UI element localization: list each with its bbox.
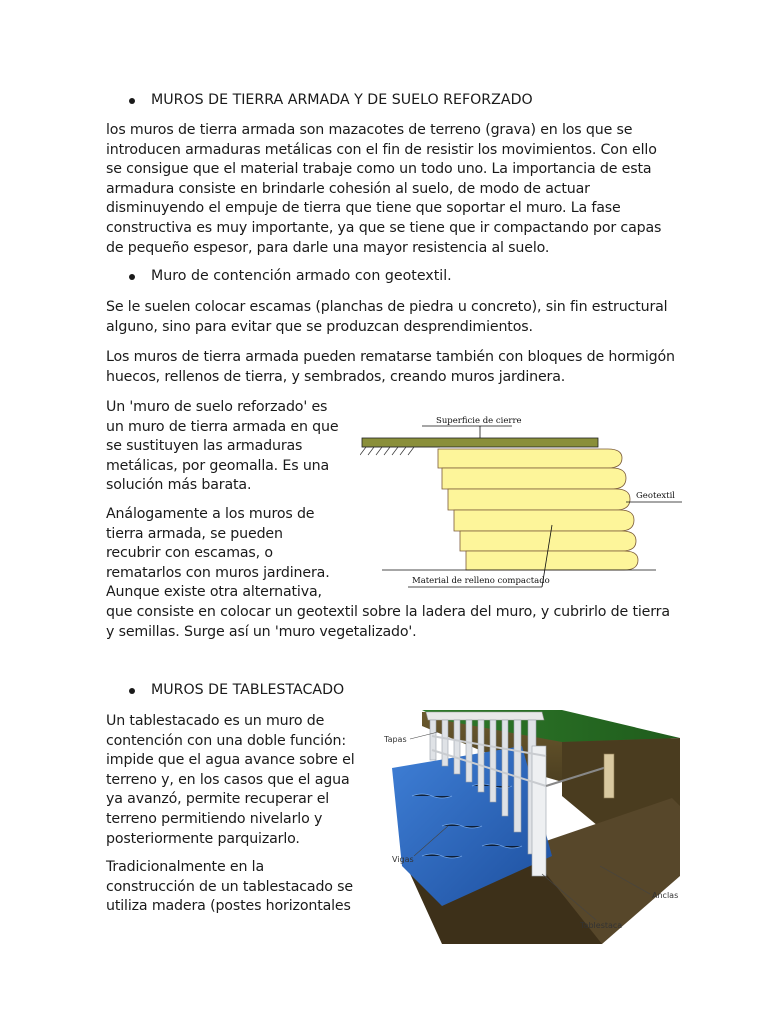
text-line: recubrir con escamas, o xyxy=(106,545,273,562)
label-vigas: Vigas xyxy=(392,855,414,864)
bullet-icon xyxy=(129,688,135,694)
text-line: tierra armada, se pueden xyxy=(106,525,283,542)
text-line: solución más barata. xyxy=(106,477,252,494)
section2-paragraph-2 xyxy=(106,348,675,387)
text-line: alguno, sino para evitar que se produzcan desprendimientos. xyxy=(106,318,533,335)
text-line: Aunque existe otra alternativa, xyxy=(106,584,322,601)
text-line: se sustituyen las armaduras xyxy=(106,438,303,455)
text-line: Tradicionalmente en la xyxy=(106,859,265,875)
text-line: Un tablestacado es un muro de xyxy=(106,713,325,729)
text-line: construcción de un tablestacado se xyxy=(106,878,354,895)
text-line: ya avanzó, permite recuperar el xyxy=(106,791,330,808)
label-tapas: Tapas xyxy=(384,735,407,744)
text-line: Se le suelen colocar escamas (planchas de piedra u concreto), sin fin estructural xyxy=(106,299,668,315)
label-superficie-de-cierre: Superficie de cierre xyxy=(436,416,522,426)
text-line: Análogamente a los muros de xyxy=(106,506,315,522)
section2-paragraph-3 xyxy=(106,398,338,496)
text-line: se consigue que el material trabaje como un todo uno. La importancia de esta xyxy=(106,161,652,178)
text-line: posteriormente parquizarlo. xyxy=(106,830,300,847)
text-line: introducen armaduras metálicas con el fin de resistir los movimientos. Con ello xyxy=(106,141,657,158)
text-line: contención con una doble función: xyxy=(106,732,346,749)
section1-heading-text: MUROS DE TIERRA ARMADA Y DE SUELO REFORZADO xyxy=(151,92,533,108)
text-line: Los muros de tierra armada pueden rematarse también con bloques de hormigón xyxy=(106,349,675,365)
text-line: armadura consiste en brindarle cohesión al suelo, de modo de actuar xyxy=(106,180,590,197)
ground-hatching xyxy=(360,447,440,455)
text-line: un muro de tierra armada en que xyxy=(106,418,339,435)
section3-heading-text: MUROS DE TABLESTACADO xyxy=(151,682,345,698)
text-line: terreno permitiendo nivelarlo y xyxy=(106,810,323,827)
text-line: metálicas, por geomalla. Es una xyxy=(106,457,330,474)
fill-layers xyxy=(438,449,638,570)
text-line: rematarlos con muros jardinera. xyxy=(106,564,330,581)
text-line: constructiva es muy importante, ya que se tiene que ir compactando por capas xyxy=(106,219,662,236)
label-anclas: Anclas xyxy=(652,891,679,900)
anchor-plate xyxy=(604,754,614,798)
text-line: los muros de tierra armada son mazacotes de terreno (grava) en los que se xyxy=(106,122,633,138)
text-line: que consiste en colocar un geotextil sobre la ladera del muro, y cubrirlo de tierra xyxy=(106,603,670,620)
text-line: y semillas. Surge así un 'muro vegetalizado'. xyxy=(106,623,417,640)
label-material-relleno: Material de relleno compactado xyxy=(412,576,550,586)
text-line: de pequeño espesor, para darle una mayor resistencia al suelo. xyxy=(106,239,550,256)
section3-paragraph-2 xyxy=(106,858,353,917)
section2-heading-text: Muro de contención armado con geotextil. xyxy=(151,268,452,284)
text-line: disminuyendo el empuje de tierra que tiene que soportar el muro. La fase xyxy=(106,200,621,217)
section3-paragraph-1 xyxy=(106,712,355,849)
text-line: huecos, rellenos de tierra, y sembrados, creando muros jardinera. xyxy=(106,368,566,385)
bullet-icon xyxy=(129,274,135,280)
label-tablestaca: Tablestaca xyxy=(580,921,623,930)
text-line: Un 'muro de suelo reforzado' es xyxy=(106,399,328,415)
label-geotextil: Geotextil xyxy=(636,491,676,501)
geotextile-wall-diagram xyxy=(360,405,684,600)
surface-slab xyxy=(362,438,598,447)
section1-paragraph xyxy=(106,121,661,258)
text-line: utiliza madera (postes horizontales xyxy=(106,898,351,915)
text-line: impide que el agua avance sobre el xyxy=(106,752,355,769)
section2-paragraph-1 xyxy=(106,298,667,337)
text-line: terreno y, en los casos que el agua xyxy=(106,771,350,788)
sheet-pile-wall-illustration xyxy=(382,706,684,946)
bullet-icon xyxy=(129,98,135,104)
